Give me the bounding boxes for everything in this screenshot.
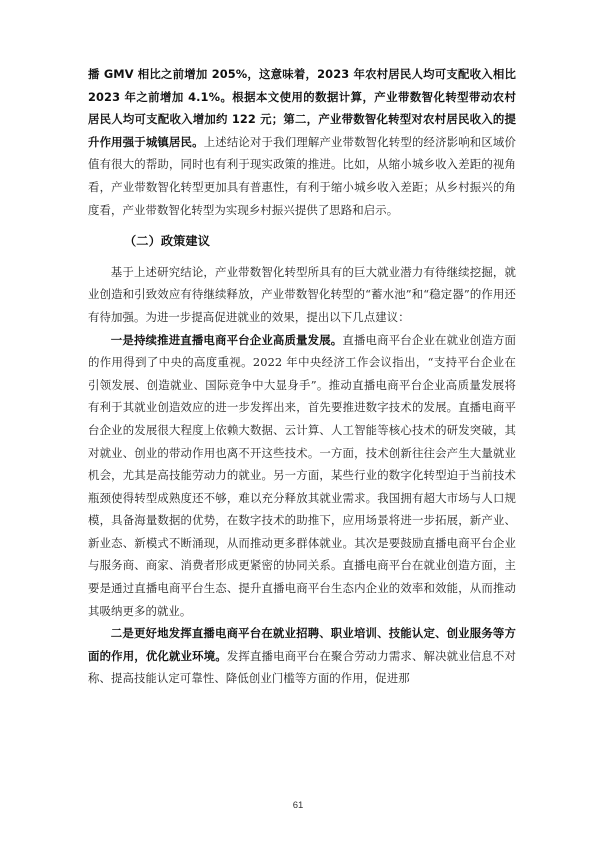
body-text <box>88 63 516 690</box>
paragraph-suggestion-1 <box>88 329 516 623</box>
suggestion-1-title: 一是持续推进直播电商平台企业高质量发展。 <box>110 332 343 347</box>
conclusion-text: 上述结论对于我们理解产业带数智化转型的经济影响和区域价值有很大的帮助，同时也有利于现实政策的推进。比如，从缩小城乡收入差距的视角看，产业带数智化转型更加具有普惠性，有利于缩小城乡收入差距；从乡村振兴的角度看，产业带数智化转型为实现乡村振兴提供了思路和启示。 <box>88 134 516 217</box>
bold-conclusion: 播 GMV 相比之前增加 205%，这意味着，2023 年农村居民人均可支配收入相比 2023 年之前增加 4.1%。根据本文使用的数据计算，产业带数智化转型带动农村居民人均可支配收入增加约 122 元；第二，产业带数智化转型对农村居民收入的提升作用强于城镇居民。 <box>88 67 516 149</box>
suggestion-1-text: 直播电商平台企业在就业创造方面的作用得到了中央的高度重视。2022 年中央经济工作会议指出，“支持平台企业在引领发展、创造就业、国际竞争中大显身手”。推动直播电商平台企业高质量发展将有利于其就业创造效应的进一步发挥出来，首先要推进数字技术的发展。直播电商平台企业的发展很大程度上依赖大数据、云计算、人工智能等核心技术的研发突破，其对就业、创业的带动作用也离不开这些技术。一方面，技术创新往往会产生大量就业机会，尤其是高技能劳动力的就业。另一方面，某些行业的数字化转型迫于当前技术瓶颈使得转型成熟度还不够，难以充分释放其就业需求。我国拥有超大市场与人口规模，具备海量数据的优势，在数字技术的助推下，应用场景将进一步拓展，新产业、新业态、新模式不断涌现，从而推动更多群体就业。其次是要鼓励直播电商平台企业与服务商、商家、消费者形成更紧密的协同关系。直播电商平台在就业创造方面，主要是通过直播电商平台生态、提升直播电商平台生态内企业的效率和效能，从而推动其吸纳更多的就业。 <box>88 332 516 618</box>
suggestion-2-text: 发挥直播电商平台在聚合劳动力需求、解决就业信息不对称、提高技能认定可靠性、降低创业门槛等方面的作用，促进那 <box>88 648 516 686</box>
suggestion-2-title: 二是更好地发挥直播电商平台在就业招聘、职业培训、技能认定、创业服务等方面的作用，优化就业环境。 <box>88 626 516 663</box>
page-number: 61 <box>292 800 304 811</box>
paragraph-intro: 基于上述研究结论，产业带数智化转型所具有的巨大就业潜力有待继续挖掘，就业创造和引致效应有待继续释放，产业带数智化转型的“蓄水池”和“稳定器”的作用还有待加强。为进一步提高促进就业的效果，提出以下几点建议： <box>88 264 516 324</box>
section-heading: （二）政策建议 <box>124 234 211 249</box>
paragraph-conclusion <box>88 63 516 221</box>
paragraph-suggestion-2 <box>88 622 516 690</box>
